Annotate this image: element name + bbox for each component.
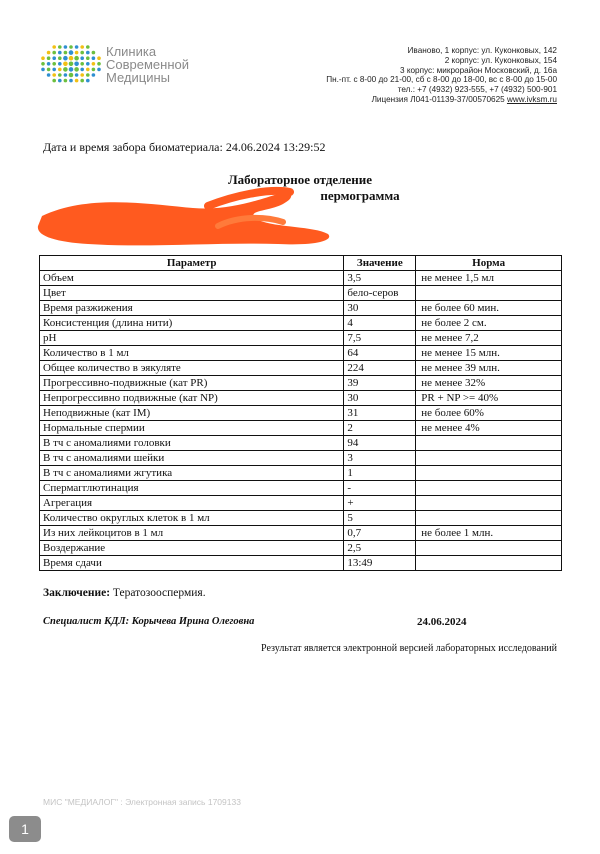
table-row: [40, 406, 562, 421]
param-cell: Неподвижные (кат IM): [40, 406, 344, 421]
logo-dot: [80, 51, 84, 55]
analysis-title-text: пермограмма: [320, 188, 400, 203]
table-row: [40, 271, 562, 286]
logo-dot: [92, 51, 96, 55]
norm-cell: [416, 436, 562, 451]
param-cell: Непрогрессивно подвижные (кат NP): [40, 391, 344, 406]
param-cell: В тч с аномалиями головки: [40, 436, 344, 451]
param-cell: Объем: [40, 271, 344, 286]
logo-dot: [97, 56, 101, 60]
param-cell: Общее количество в эякуляте: [40, 361, 344, 376]
clinic-logo-dots-icon: [40, 44, 102, 84]
value-cell: 1: [344, 466, 416, 481]
norm-cell: не более 2 см.: [416, 316, 562, 331]
logo-dot: [80, 68, 84, 72]
logo-dot: [74, 67, 79, 72]
clinic-name-line: Клиника: [106, 44, 157, 59]
logo-dot: [52, 62, 56, 66]
table-row: [40, 436, 562, 451]
logo-dot: [64, 73, 68, 77]
norm-cell: [416, 466, 562, 481]
logo-dot: [75, 51, 79, 55]
logo-dot: [58, 68, 62, 72]
department-title: Лабораторное отделение: [227, 172, 373, 187]
norm-cell: не менее 39 млн.: [416, 361, 562, 376]
logo-dot: [41, 62, 45, 66]
norm-cell: [416, 541, 562, 556]
logo-dot: [80, 56, 84, 60]
logo-dot: [80, 62, 84, 66]
logo-dot: [69, 67, 74, 72]
logo-dot: [64, 79, 68, 83]
logo-dot: [63, 56, 68, 61]
logo-dot: [86, 62, 90, 66]
value-cell: 64: [344, 346, 416, 361]
clinic-logo: [40, 42, 210, 92]
param-cell: В тч с аномалиями шейки: [40, 451, 344, 466]
table-row: [40, 556, 562, 571]
param-cell: Время разжижения: [40, 301, 344, 316]
norm-cell: PR + NP >= 40%: [416, 391, 562, 406]
license-text: Лицензия Л041-01139-37/00570625: [371, 94, 507, 104]
norm-cell: [416, 496, 562, 511]
logo-dot: [58, 56, 62, 60]
table-row: [40, 526, 562, 541]
license-line: [257, 95, 557, 105]
value-cell: 0,7: [344, 526, 416, 541]
table-row: [40, 361, 562, 376]
param-cell: Время сдачи: [40, 556, 344, 571]
table-row: [40, 346, 562, 361]
table-row: [40, 331, 562, 346]
norm-cell: не менее 1,5 мл: [416, 271, 562, 286]
logo-dot: [86, 51, 90, 55]
value-cell: бело-серов: [344, 286, 416, 301]
param-cell: Из них лейкоцитов в 1 мл: [40, 526, 344, 541]
table-row: [40, 511, 562, 526]
logo-dot: [63, 67, 68, 72]
logo-dot: [97, 62, 101, 66]
norm-cell: не более 1 млн.: [416, 526, 562, 541]
value-cell: 31: [344, 406, 416, 421]
norm-cell: [416, 556, 562, 571]
results-table: [39, 255, 562, 571]
logo-dot: [41, 56, 45, 60]
value-cell: 94: [344, 436, 416, 451]
address-line: тел.: +7 (4932) 923-555, +7 (4932) 500-901: [397, 85, 557, 95]
logo-dot: [80, 73, 84, 77]
clinic-address-block: [257, 46, 557, 105]
logo-dot: [75, 73, 79, 77]
norm-cell: не менее 7,2: [416, 331, 562, 346]
table-row: [40, 466, 562, 481]
value-cell: 224: [344, 361, 416, 376]
param-cell: Нормальные спермии: [40, 421, 344, 436]
value-cell: 2,5: [344, 541, 416, 556]
logo-dot: [52, 73, 56, 77]
logo-dot: [69, 79, 73, 83]
electronic-version-note: Результат является электронной версией лабораторных исследований: [261, 643, 557, 654]
norm-cell: [416, 481, 562, 496]
param-cell: Цвет: [40, 286, 344, 301]
table-row: [40, 301, 562, 316]
logo-dot: [69, 50, 74, 55]
value-cell: 7,5: [344, 331, 416, 346]
table-row: [40, 391, 562, 406]
value-cell: 39: [344, 376, 416, 391]
address-line: Иваново, 1 корпус: ул. Куконковых, 142: [407, 46, 557, 55]
logo-dot: [52, 45, 56, 49]
logo-dot: [92, 56, 96, 60]
value-cell: 2: [344, 421, 416, 436]
norm-cell: не менее 4%: [416, 421, 562, 436]
value-cell: 4: [344, 316, 416, 331]
logo-dot: [47, 62, 51, 66]
logo-dot: [47, 68, 51, 72]
logo-dot: [58, 45, 62, 49]
column-header: Норма: [416, 256, 562, 271]
column-header: Значение: [344, 256, 416, 271]
logo-dot: [52, 79, 56, 83]
logo-dot: [92, 62, 96, 66]
param-cell: Количество округлых клеток в 1 мл: [40, 511, 344, 526]
page-number-badge[interactable]: 1: [9, 816, 41, 842]
logo-dot: [52, 56, 56, 60]
conclusion: [43, 587, 206, 599]
conclusion-text: Тератозооспермия.: [110, 587, 206, 599]
address-line: Пн.-пт. с 8-00 до 21-00, сб с 8-00 до 18-00, вс с 8-00 до 15-00: [326, 75, 557, 85]
logo-dot: [80, 79, 84, 83]
value-cell: 5: [344, 511, 416, 526]
address-line: 3 корпус: микрорайон Московский, д. 16а: [399, 65, 557, 75]
logo-dot: [69, 45, 73, 49]
logo-dot: [86, 68, 90, 72]
logo-dot: [47, 51, 51, 55]
table-row: [40, 421, 562, 436]
logo-dot: [86, 45, 90, 49]
logo-dot: [74, 62, 79, 67]
table-header-row: [40, 256, 562, 271]
logo-dot: [58, 62, 62, 66]
norm-cell: не менее 15 млн.: [416, 346, 562, 361]
logo-dot: [80, 45, 84, 49]
redaction-scribble: [28, 186, 338, 252]
value-cell: +: [344, 496, 416, 511]
table-row: [40, 541, 562, 556]
value-cell: 13:49: [344, 556, 416, 571]
value-cell: 3: [344, 451, 416, 466]
clinic-name-line: Современной: [106, 57, 190, 72]
param-cell: Консистенция (длина нити): [40, 316, 344, 331]
param-cell: Агрегация: [40, 496, 344, 511]
logo-dot: [86, 56, 90, 60]
value-cell: 30: [344, 391, 416, 406]
logo-dot: [92, 68, 96, 72]
logo-dot: [92, 73, 96, 77]
param-cell: pH: [40, 331, 344, 346]
logo-dot: [47, 73, 51, 77]
norm-cell: [416, 286, 562, 301]
logo-dot: [75, 79, 79, 83]
table-row: [40, 376, 562, 391]
table-row: [40, 496, 562, 511]
conclusion-label: Заключение:: [43, 587, 111, 599]
signature-date: 24.06.2024: [417, 616, 467, 628]
param-cell: В тч с аномалиями жгутика: [40, 466, 344, 481]
table-row: [40, 451, 562, 466]
logo-dot: [64, 45, 68, 49]
logo-dot: [69, 73, 74, 78]
logo-dot: [75, 45, 79, 49]
logo-dot: [58, 51, 62, 55]
param-cell: Спермагглютинация: [40, 481, 344, 496]
logo-dot: [41, 68, 45, 72]
sample-datetime: Дата и время забора биоматериала: 24.06.2024 13:29:52: [43, 140, 326, 154]
logo-dot: [69, 62, 74, 67]
clinic-name: [106, 45, 189, 84]
value-cell: 30: [344, 301, 416, 316]
column-header: Параметр: [40, 256, 344, 271]
table-row: [40, 286, 562, 301]
logo-dot: [47, 56, 51, 60]
specialist-name: Специалист КДЛ: Корычева Ирина Олеговна: [43, 616, 255, 627]
value-cell: 3,5: [344, 271, 416, 286]
clinic-name-line: Медицины: [106, 70, 170, 85]
param-cell: Количество в 1 мл: [40, 346, 344, 361]
logo-dot: [52, 68, 56, 72]
table-row: [40, 481, 562, 496]
norm-cell: не более 60 мин.: [416, 301, 562, 316]
address-line: 2 корпус: ул. Куконковых, 154: [444, 55, 557, 65]
param-cell: Прогрессивно-подвижные (кат PR): [40, 376, 344, 391]
logo-dot: [97, 68, 101, 72]
website-link[interactable]: www.ivksm.ru: [506, 94, 557, 104]
value-cell: -: [344, 481, 416, 496]
footer-record-note: МИС "МЕДИАЛОГ" : Электронная запись 1709133: [43, 797, 241, 807]
table-row: [40, 316, 562, 331]
logo-dot: [58, 73, 62, 77]
norm-cell: [416, 511, 562, 526]
logo-dot: [86, 79, 90, 83]
logo-dot: [86, 73, 90, 77]
norm-cell: [416, 451, 562, 466]
logo-dot: [64, 51, 68, 55]
param-cell: Воздержание: [40, 541, 344, 556]
logo-dot: [52, 51, 56, 55]
norm-cell: не более 60%: [416, 406, 562, 421]
norm-cell: не менее 32%: [416, 376, 562, 391]
logo-dot: [69, 56, 74, 61]
logo-dot: [58, 79, 62, 83]
logo-dot: [74, 56, 79, 61]
logo-dot: [63, 62, 68, 67]
